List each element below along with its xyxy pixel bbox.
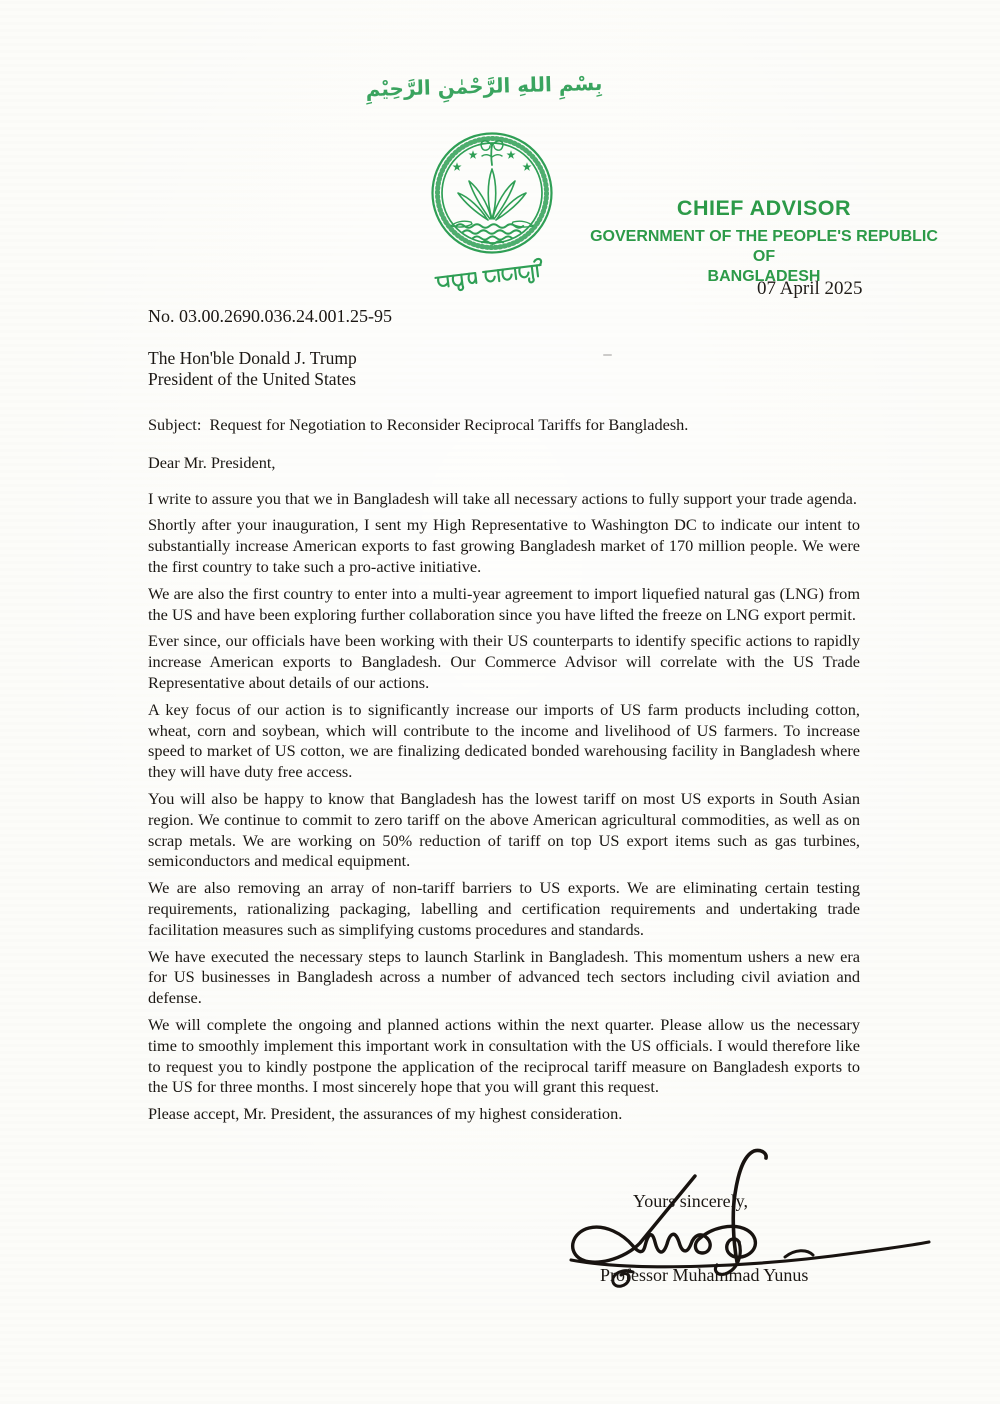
valediction: Yours sincerely, xyxy=(633,1191,748,1211)
letter-body xyxy=(148,415,860,1131)
bangladesh-emblem-icon xyxy=(419,131,565,297)
letter-paragraph: Shortly after your inauguration, I sent my High Representative to Washington DC to indicate our intent to substantially increase American exports to fast growing Bangladesh market of 170 million people. We were the first country to take such a pro-active initiative. xyxy=(148,515,860,576)
letter-paragraph: You will also be happy to know that Bangladesh has the lowest tariff on most US exports in South Asian region. We continue to commit to zero tariff on the above American agricultural commodities, as well as on scrap metals. We are working on 50% reduction of tariff on top US export items such as gas turbines, semiconductors and medical equipment. xyxy=(148,788,860,871)
letter-paragraph: A key focus of our action is to significantly increase our imports of US farm products including cotton, wheat, corn and soybean, which will contribute to the income and livelihood of US farmers. To increase speed to market of US cotton, we are finalizing dedicated bonded warehousing facility in Bangladesh where they will have duty free access. xyxy=(148,699,860,782)
letter-date: 07 April 2025 xyxy=(757,278,863,299)
letterhead-title: CHIEF ADVISOR xyxy=(676,196,852,220)
recipient-name: The Hon'ble Donald J. Trump xyxy=(148,348,357,368)
letter-paragraph: Ever since, our officials have been working with their US counterparts to identify specific actions to rapidly increase American exports to Bangladesh. Our Commerce Advisor will correlate with the US Trade Representative about details of our actions. xyxy=(148,631,860,692)
letterhead-org-line1: GOVERNMENT OF THE PEOPLE'S REPUBLIC OF xyxy=(590,228,938,265)
signatory-name: Professor Muhammad Yunus xyxy=(600,1265,809,1285)
letter-paragraph: I write to assure you that we in Bangladesh will take all necessary actions to fully support your trade agenda. xyxy=(148,488,857,508)
letter-paragraph: We will complete the ongoing and planned actions within the next quarter. Please allow us the necessary time to smoothly implement this important work in consultation with the US officials. I would therefore like to request you to kindly postpone the application of the reciprocal tariff measure on Bangladesh exports to the US for three months. I most sincerely hope that you will grant this request. xyxy=(148,1014,860,1097)
reference-number: No. 03.00.2690.036.24.001.25-95 xyxy=(148,306,392,326)
subject-line: Subject: Request for Negotiation to Reconsider Reciprocal Tariffs for Bangladesh. xyxy=(148,415,689,434)
scan-artifact xyxy=(603,354,612,356)
emblem-caption-bengali xyxy=(435,259,544,294)
letterhead xyxy=(578,196,950,287)
letterhead-org-line2: BANGLADESH xyxy=(707,268,821,285)
letter-paragraph: We have executed the necessary steps to launch Starlink in Bangladesh. This momentum ushers a new era for US businesses in Bangladesh across a number of advanced tech sectors including civil aviation and defense. xyxy=(148,946,860,1008)
letter-paragraph: Please accept, Mr. President, the assurances of my highest consideration. xyxy=(148,1104,623,1124)
recipient-block xyxy=(148,348,357,390)
recipient-title: President of the United States xyxy=(148,369,357,389)
bismillah-calligraphy: بِسْمِ اللهِ الرَّحْمٰنِ الرَّحِيْمِ xyxy=(365,70,603,102)
letter-paragraph: We are also removing an array of non-tariff barriers to US exports. We are eliminating certain testing requirements, rationalizing packaging, labelling and certification requirements and undertaking trade facilitation measures such as simplifying customs procedures and standards. xyxy=(148,878,860,939)
letter-paragraph: We are also the first country to enter into a multi-year agreement to import liquefied natural gas (LNG) from the US and have been exploring further collaboration since you have lifted the freeze on LNG export permit. xyxy=(148,583,860,624)
salutation: Dear Mr. President, xyxy=(148,452,276,472)
